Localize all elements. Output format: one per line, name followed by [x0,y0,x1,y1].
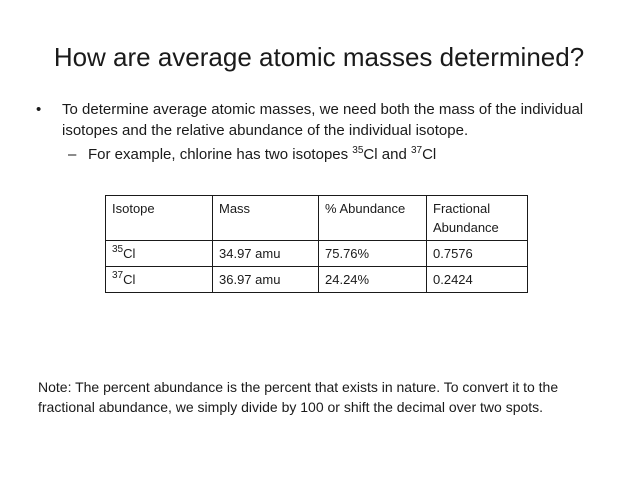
isotope-symbol: Cl [123,246,136,261]
bullet-item [36,99,626,141]
cell-isotope [106,241,213,267]
sub-bullet-marker: – [68,146,77,163]
sub-bullet-conjunction: and [377,146,411,163]
header-mass: Mass [213,196,319,241]
table-row [106,241,528,267]
isotope-37-mass-number: 37 [410,145,423,156]
bullet-text: To determine average atomic masses, we need both the mass of the individual isotopes and the relative abundance of the individual isotope. [62,101,584,139]
bullet-list [36,99,626,165]
cell-fractional-abundance: 0.7576 [427,241,528,267]
bullet-marker: • [36,101,42,118]
cell-percent-abundance: 24.24% [319,267,427,293]
table-header-row [106,196,528,241]
isotope-37-symbol: Cl [422,146,437,163]
isotope-35-mass-number: 35 [352,145,364,156]
sub-bullet-prefix: For example, chlorine has two isotopes [88,146,353,163]
cell-mass: 36.97 amu [213,267,319,293]
isotope-mass-number: 35 [112,244,124,255]
slide-title: How are average atomic masses determined? [53,42,585,72]
isotope-table [105,195,528,293]
cell-mass: 34.97 amu [213,241,319,267]
cell-isotope [106,267,213,293]
cell-fractional-abundance: 0.2424 [427,267,528,293]
cell-percent-abundance: 75.76% [319,241,427,267]
isotope-mass-number: 37 [112,270,124,281]
footnote: Note: The percent abundance is the percent that exists in nature. To convert it to the fractional abundance, we simply divide by 100 or shift the decimal over two spots. [38,379,559,415]
sub-bullet-item [36,144,626,165]
header-fractional-abundance: Fractional Abundance [427,196,528,241]
isotope-symbol: Cl [123,272,136,287]
header-isotope: Isotope [106,196,213,241]
table-row [106,267,528,293]
isotope-35-symbol: Cl [363,146,378,163]
header-percent-abundance: % Abundance [319,196,427,241]
